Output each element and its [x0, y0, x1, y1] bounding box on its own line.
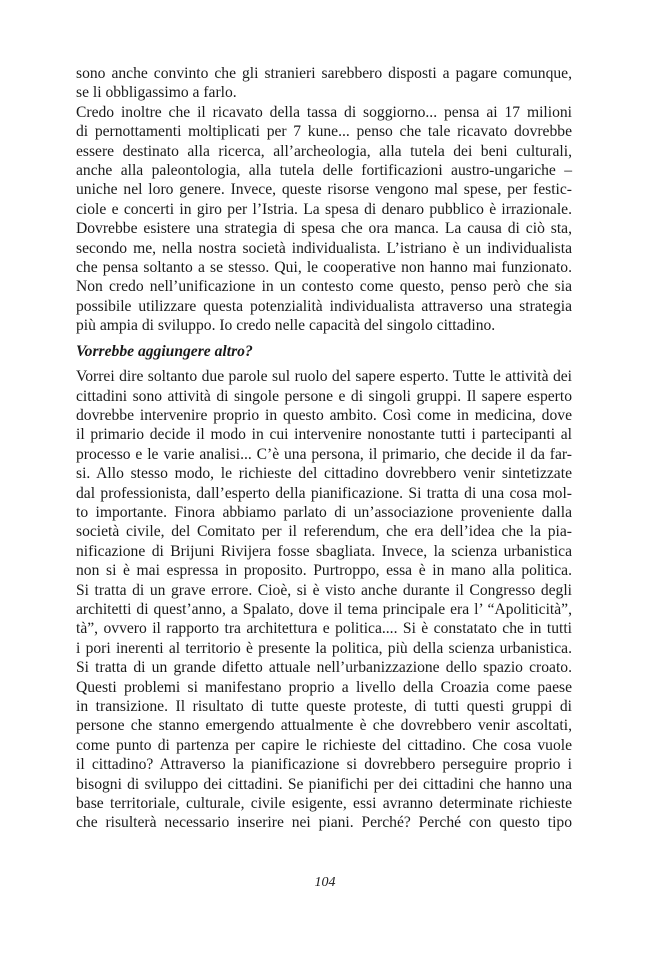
- text-line: anche alla paleontologia, alla tutela delle fortificazioni austro-ungariche –: [76, 162, 572, 180]
- text-line: processo e le varie analisi... C’è una persona, il primario, che decide il da far-: [76, 445, 572, 463]
- text-line: cittadini sono attività di singole persone e di singoli gruppi. Il sapere esperto: [76, 387, 572, 405]
- text-line: Vorrei dire soltanto due parole sul ruolo del sapere esperto. Tutte le attività dei: [76, 368, 572, 386]
- text-line: nificazione di Brijuni Rivijera fosse sbagliata. Invece, la scienza urbanistica: [76, 542, 572, 560]
- text-line: secondo me, nella nostra società individualista. L’istriano è un individualista: [76, 239, 572, 257]
- text-line: Questi problemi si manifestano proprio a livello della Croazia come paese: [76, 678, 572, 696]
- text-line: i pori inerenti al territorio è presente la politica, più della scienza urbanistica.: [76, 639, 572, 657]
- text-line: tà”, ovvero il rapporto tra architettura e politica.... Si è constatato che in tutti: [76, 620, 572, 638]
- text-line: uniche nel loro genere. Invece, queste risorse vengono mal spese, per festic-: [76, 181, 572, 199]
- text-line: di pernottamenti moltiplicati per 7 kune... penso che tale ricavato dovrebbe: [76, 123, 572, 141]
- text-line: Non credo nell’unificazione in un contesto come questo, penso però che sia: [76, 278, 572, 296]
- text-line: Si tratta di un grave errore. Cioè, si è visto anche durante il Congresso degli: [76, 581, 572, 599]
- text-line: che pensa soltanto a se stesso. Qui, le cooperative non hanno mai funzionato.: [76, 259, 572, 277]
- section-heading: Vorrebbe aggiungere altro?: [76, 342, 253, 360]
- text-line: dal professionista, dall’esperto della pianificazione. Si tratta di una cosa mol-: [76, 484, 572, 502]
- text-line: possibile utilizzare questa potenzialità individualista attraverso una strategia: [76, 297, 572, 315]
- paragraph-block-1: [76, 64, 572, 336]
- text-line: Dovrebbe esistere una strategia di spesa che ora manca. La causa di ciò sta,: [76, 220, 572, 238]
- text-line: Si tratta di un grande difetto attuale nell’urbanizzazione dello spazio croato.: [76, 659, 572, 677]
- text-line: dovrebbe intervenire proprio in questo ambito. Così come in medicina, dove: [76, 406, 572, 424]
- text-line: essere destinato alla ricerca, all’archeologia, alla tutela dei beni culturali,: [76, 142, 572, 160]
- text-line: to importante. Finora abbiamo parlato di un’associazione proveniente dalla: [76, 503, 572, 521]
- text-line: il cittadino? Attraverso la pianificazione si dovrebbero perseguire proprio i: [76, 756, 572, 774]
- text-line: più ampia di sviluppo. Io credo nelle capacità del singolo cittadino.: [76, 317, 496, 335]
- text-line: come punto di partenza per capire le richieste del cittadino. Che cosa vuole: [76, 736, 572, 754]
- text-line: ciole e concerti in giro per l’Istria. La spesa di denaro pubblico è irrazionale.: [76, 200, 572, 218]
- text-line: che risulterà necessario inserire nei piani. Perché? Perché con questo tipo: [76, 814, 572, 832]
- text-line: non si è mai espressa in proposito. Purtroppo, essa è in mano alla politica.: [76, 562, 572, 580]
- text-line: base territoriale, culturale, civile esigente, essi avranno determinate richieste: [76, 795, 572, 813]
- paragraph-block-2: [76, 367, 572, 833]
- text-line: in transizione. Il risultato di tutte queste proteste, di tutti questi gruppi di: [76, 698, 572, 715]
- page-number: 104: [314, 875, 336, 890]
- text-line: se li obbligassimo a farlo.: [76, 84, 237, 102]
- text-line: il primario decide il modo in cui intervenire nonostante tutti i partecipanti al: [76, 426, 572, 444]
- text-line: società civile, del Comitato per il referendum, che era dell’idea che la pia-: [76, 523, 572, 541]
- text-line: Credo inoltre che il ricavato della tassa di soggiorno... pensa ai 17 milioni: [76, 103, 572, 121]
- text-line: persone che stanno emergendo attualmente è che dovrebbero venir ascoltati,: [76, 717, 572, 735]
- text-line: si. Allo stesso modo, le richieste del cittadino dovrebbero venir sintetizzate: [76, 465, 572, 483]
- page-body: [76, 64, 572, 833]
- text-line: sono anche convinto che gli stranieri sarebbero disposti a pagare comunque,: [76, 65, 572, 82]
- text-line: architetti di quest’anno, a Spalato, dove il tema principale era l’ “Apoliticità”,: [76, 600, 572, 618]
- text-line: bisogni di sviluppo dei cittadini. Se pianifichi per dei cittadini che hanno una: [76, 775, 572, 793]
